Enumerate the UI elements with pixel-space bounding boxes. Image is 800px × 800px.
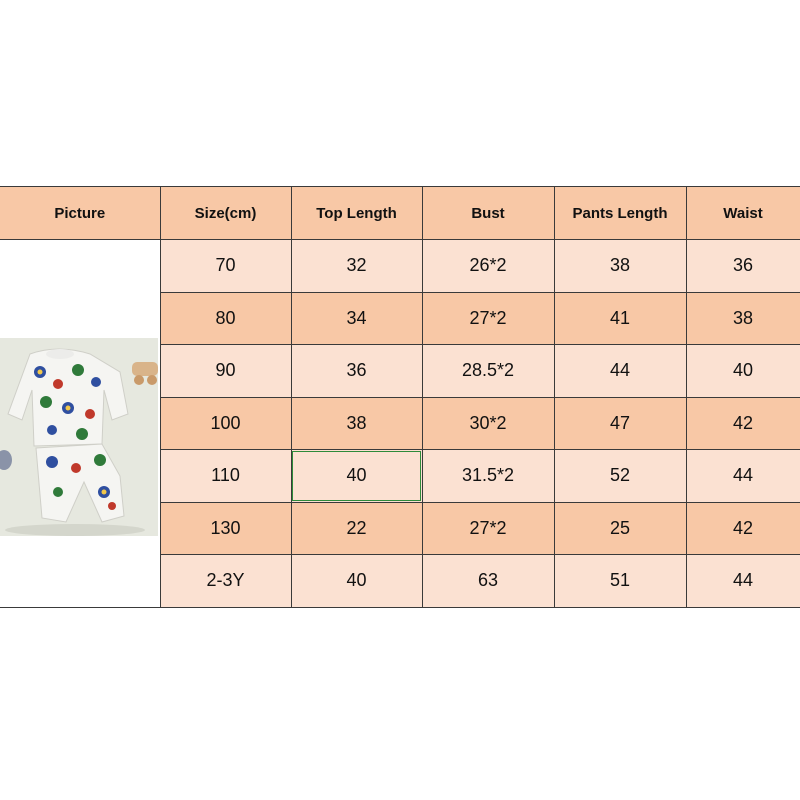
baby-outfit-photo-icon xyxy=(0,310,158,536)
header-top-length: Top Length xyxy=(291,187,422,240)
cell-size: 130 xyxy=(160,502,291,555)
cell-waist: 36 xyxy=(686,240,800,293)
cell-bust: 26*2 xyxy=(422,240,554,293)
cell-pants-length: 25 xyxy=(554,502,686,555)
cell-size: 70 xyxy=(160,240,291,293)
cell-bust: 28.5*2 xyxy=(422,345,554,398)
header-picture: Picture xyxy=(0,187,160,240)
cell-waist: 38 xyxy=(686,292,800,345)
cell-waist: 42 xyxy=(686,502,800,555)
cell-bust: 63 xyxy=(422,555,554,608)
cell-pants-length: 52 xyxy=(554,450,686,503)
cell-top-length: 22 xyxy=(291,502,422,555)
cell-size: 100 xyxy=(160,397,291,450)
cell-size: 90 xyxy=(160,345,291,398)
cell-bust: 31.5*2 xyxy=(422,450,554,503)
cell-size: 80 xyxy=(160,292,291,345)
cell-waist: 44 xyxy=(686,555,800,608)
header-row xyxy=(0,187,800,240)
header-size: Size(cm) xyxy=(160,187,291,240)
cell-pants-length: 51 xyxy=(554,555,686,608)
cell-pants-length: 47 xyxy=(554,397,686,450)
cell-waist: 44 xyxy=(686,450,800,503)
table-row xyxy=(0,240,800,293)
cell-pants-length: 44 xyxy=(554,345,686,398)
cell-bust: 30*2 xyxy=(422,397,554,450)
cell-top-length: 40 xyxy=(291,555,422,608)
cell-top-length: 34 xyxy=(291,292,422,345)
cell-top-length: 38 xyxy=(291,397,422,450)
header-bust: Bust xyxy=(422,187,554,240)
header-pants-length: Pants Length xyxy=(554,187,686,240)
picture-cell xyxy=(0,240,160,608)
cell-size: 110 xyxy=(160,450,291,503)
cell-pants-length: 38 xyxy=(554,240,686,293)
size-chart-table xyxy=(0,186,800,608)
cell-pants-length: 41 xyxy=(554,292,686,345)
cell-top-length: 36 xyxy=(291,345,422,398)
cell-top-length-selected[interactable]: 40 xyxy=(291,450,422,503)
cell-waist: 42 xyxy=(686,397,800,450)
cell-bust: 27*2 xyxy=(422,292,554,345)
cell-top-length: 32 xyxy=(291,240,422,293)
cell-waist: 40 xyxy=(686,345,800,398)
cell-bust: 27*2 xyxy=(422,502,554,555)
header-waist: Waist xyxy=(686,187,800,240)
cell-size: 2-3Y xyxy=(160,555,291,608)
